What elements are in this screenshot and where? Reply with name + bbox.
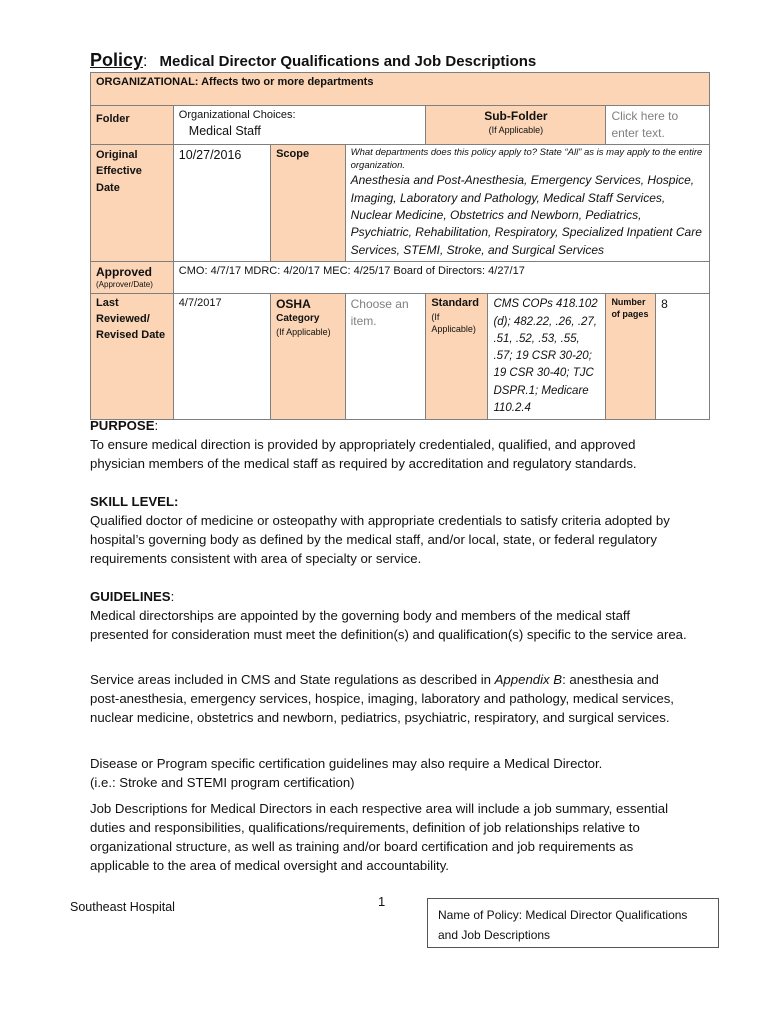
guidelines-heading: GUIDELINES: [90, 589, 171, 604]
title-colon: :: [143, 53, 148, 70]
last-reviewed-value: 4/7/2017: [173, 294, 270, 420]
skill-section: [90, 492, 690, 568]
footer-policy-name-box: Name of Policy: Medical Director Qualifications and Job Descriptions: [427, 898, 719, 948]
scope-label: Scope: [271, 144, 346, 262]
organizational-row: ORGANIZATIONAL: Affects two or more departments: [91, 73, 710, 106]
guideline-1: Medical directorships are appointed by the governing body and members of the medical staff presented for consideration must meet the definition(s) and qualification(s) specific to the service area.: [90, 608, 687, 642]
skill-heading: SKILL LEVEL:: [90, 494, 179, 509]
original-date-value: 10/27/2016: [173, 144, 270, 262]
g2-appendix: Appendix B: [494, 672, 563, 687]
org-choices-cell[interactable]: [173, 106, 426, 145]
policy-header-table: [90, 72, 710, 420]
g3-line2: (i.e.: Stroke and STEMI program certification): [90, 775, 355, 790]
page-number: 1: [378, 894, 386, 909]
subfolder-note: (If Applicable): [488, 125, 544, 136]
g4-text: Job Descriptions for Medical Directors in each respective area will include a job summary, essential duties and responsibilities, qualifications/requirements, definition of job relationships relative to organizational structure, as well as training and/or board certification and job requirements as applicable to the area of medical oversight and accountability.: [90, 801, 669, 873]
g2-pre: Service areas included in CMS and State regulations as described in: [90, 672, 495, 687]
g2-post: : anesthesia and post-anesthesia, emergency services, hospice, imaging, laboratory and pathology, medical services, nuclear medicine, obstetrics and newborn, pediatrics, psychiatric, respiratory, and surgical services.: [90, 672, 674, 725]
pages-label: Number of pages: [606, 294, 656, 420]
subfolder-placeholder: Click here to enter text.: [611, 109, 679, 140]
folder-label: Folder: [91, 106, 174, 145]
osha-category: Category: [276, 313, 320, 325]
guideline-3: [90, 754, 690, 792]
guidelines-colon: :: [170, 589, 175, 604]
purpose-colon: :: [154, 418, 159, 433]
footer-hospital: Southeast Hospital: [70, 900, 175, 914]
subfolder-label: Sub-Folder: [484, 109, 548, 123]
page-title: [90, 50, 536, 71]
approved-value: CMO: 4/7/17 MDRC: 4/20/17 MEC: 4/25/17 Board of Directors: 4/27/17: [173, 262, 709, 294]
pages-value: 8: [656, 294, 710, 420]
guideline-4: [90, 799, 690, 875]
subfolder-cell: [426, 106, 606, 145]
purpose-section: [90, 416, 690, 473]
guideline-2: [90, 670, 690, 727]
osha-dropdown[interactable]: [345, 294, 426, 420]
standard-value: CMS COPs 418.102 (d); 482.22, .26, .27, .51, .52, .53, .55, .57; 19 CSR 30-20; 19 CSR 30-40; TJC DSPR.1; Medicare 110.2.4: [488, 294, 606, 420]
osha-note: (If Applicable): [276, 326, 331, 337]
osha-placeholder: Choose an item.: [350, 297, 409, 329]
org-choices-label: Organizational Choices:: [178, 109, 296, 121]
guidelines-section: [90, 587, 690, 644]
purpose-text: To ensure medical direction is provided by appropriately credentialed, qualified, and approved physician members of the medical staff as required by accreditation and regulatory standards.: [90, 437, 637, 471]
subfolder-input[interactable]: [606, 106, 710, 145]
osha-label: OSHA: [276, 297, 311, 312]
purpose-heading: PURPOSE: [90, 418, 155, 433]
scope-cell[interactable]: [345, 144, 709, 262]
osha-cell: [271, 294, 346, 420]
policy-title: Medical Director Qualifications and Job Descriptions: [159, 53, 537, 70]
scope-value: Anesthesia and Post-Anesthesia, Emergency Services, Hospice, Imaging, Laboratory and Pathology, Medical Staff Services, Nuclear Medicine, Obstetrics and Newborn, Pediatrics, Psychiatric, Rehabilitation, Respiratory, Specialized Inpatient Care Services, STEMI, Stroke, and Surgical Services: [350, 173, 702, 257]
approved-cell: [91, 262, 174, 294]
last-reviewed-label: Last Reviewed/ Revised Date: [91, 294, 174, 420]
org-choice-value: Medical Staff: [188, 123, 261, 138]
scope-question: What departments does this policy apply to? State “All” as is may apply to the entire organization.: [350, 146, 703, 171]
g3-line1: Disease or Program specific certification guidelines may also require a Medical Director.: [90, 756, 603, 771]
standard-label: Standard: [431, 297, 480, 310]
approved-note: (Approver/Date): [96, 280, 153, 290]
standard-note: (If Applicable): [431, 312, 476, 335]
standard-cell: [426, 294, 488, 420]
policy-word: Policy: [90, 50, 144, 70]
skill-text: Qualified doctor of medicine or osteopathy with appropriate credentials to satisfy criteria adopted by hospital’s governing body as defined by the medical staff, and/or local, state, or federal regulatory requirements consistent with area of specialty or service.: [90, 513, 670, 566]
approved-label: Approved: [96, 265, 153, 280]
original-date-label: Original Effective Date: [91, 144, 174, 262]
